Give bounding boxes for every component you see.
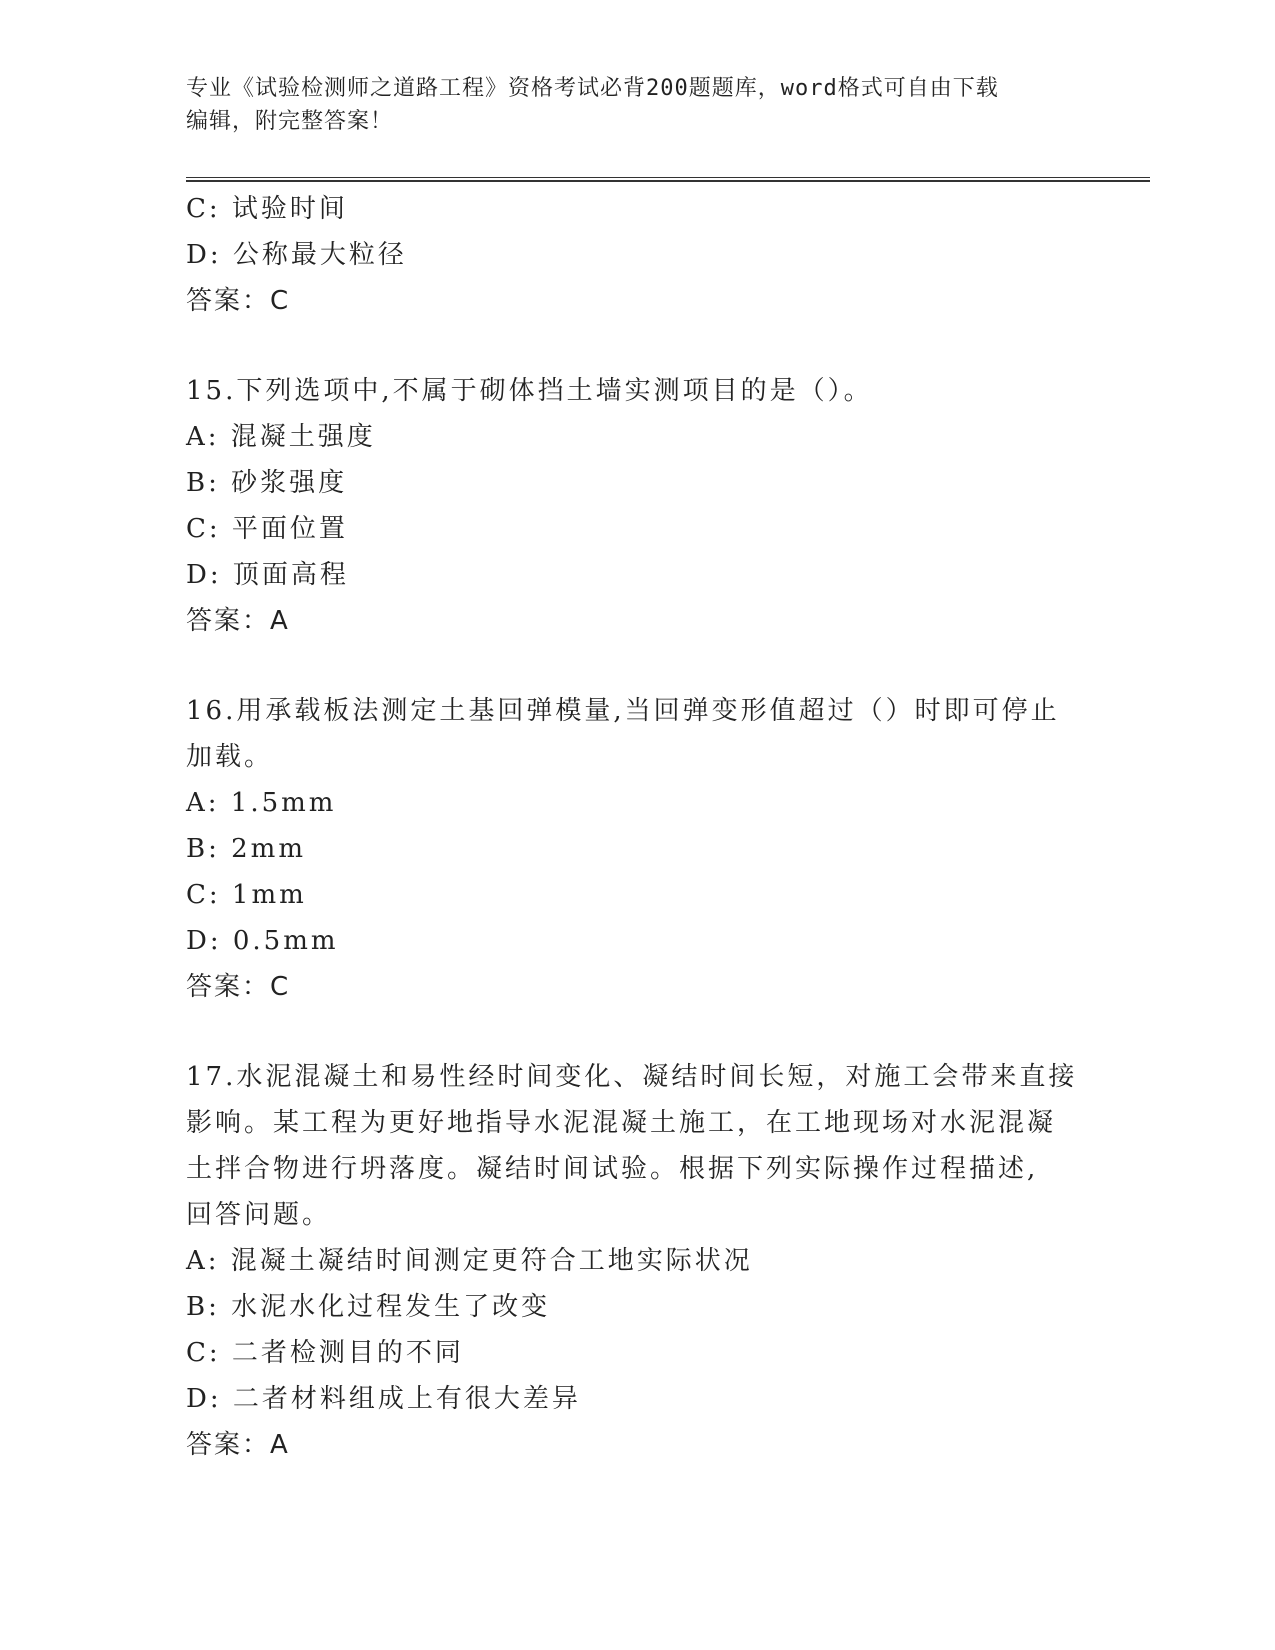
q15-answer: 答案：A (186, 606, 290, 636)
q16-option-b: B: 2mm (186, 834, 306, 864)
q16-option-a: A: 1.5mm (186, 788, 337, 818)
q17-stem-line3: 土拌合物进行坍落度。凝结时间试验。根据下列实际操作过程描述, (186, 1154, 1039, 1184)
q14-option-c: C: 试验时间 (186, 194, 348, 224)
q17-stem-line1: 17.水泥混凝土和易性经时间变化、凝结时间长短，对施工会带来直接 (186, 1062, 1078, 1092)
question-content (186, 186, 1086, 1468)
q17-option-b: B: 水泥水化过程发生了改变 (186, 1292, 551, 1322)
q16-option-c: C: 1mm (186, 880, 307, 910)
question-16 (186, 688, 1086, 1010)
header-title-line2: 编辑，附完整答案！ (186, 109, 394, 134)
q15-option-a: A: 混凝土强度 (186, 422, 376, 452)
q15-option-d: D: 顶面高程 (186, 560, 349, 590)
spacer (186, 644, 1086, 688)
question-14 (186, 186, 1086, 324)
q16-option-d: D: 0.5mm (186, 926, 339, 956)
q15-stem: 15.下列选项中,不属于砌体挡土墙实测项目的是（）。 (186, 376, 873, 406)
header-title-line1: 专业《试验检测师之道路工程》资格考试必背200题题库，word格式可自由下载 (186, 76, 999, 101)
q17-stem-line2: 影响。某工程为更好地指导水泥混凝土施工，在工地现场对水泥混凝 (186, 1108, 1057, 1138)
q15-option-b: B: 砂浆强度 (186, 468, 348, 498)
q17-option-a: A: 混凝土凝结时间测定更符合工地实际状况 (186, 1246, 753, 1276)
q16-stem-line1: 16.用承载板法测定土基回弹模量,当回弹变形值超过（）时即可停止 (186, 696, 1060, 726)
question-15 (186, 368, 1086, 644)
q17-answer: 答案：A (186, 1430, 290, 1460)
spacer (186, 324, 1086, 368)
q14-option-d: D: 公称最大粒径 (186, 240, 407, 270)
q17-stem-line4: 回答问题。 (186, 1200, 332, 1230)
q16-answer: 答案：C (186, 972, 291, 1002)
q17-option-c: C: 二者检测目的不同 (186, 1338, 464, 1368)
document-header (186, 72, 1086, 138)
question-17 (186, 1054, 1086, 1468)
q17-option-d: D: 二者材料组成上有很大差异 (186, 1384, 581, 1414)
q14-answer: 答案：C (186, 286, 291, 316)
header-divider (186, 177, 1150, 182)
spacer (186, 1010, 1086, 1054)
q16-stem-line2: 加载。 (186, 742, 274, 772)
q15-option-c: C: 平面位置 (186, 514, 348, 544)
